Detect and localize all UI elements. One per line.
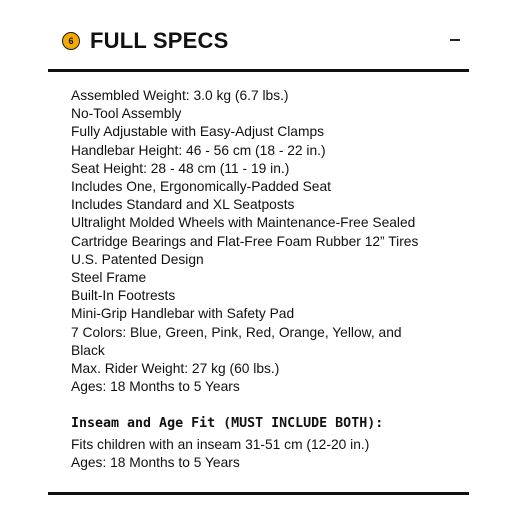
spec-line: Seat Height: 28 - 48 cm (11 - 19 in.) xyxy=(71,160,290,176)
spec-line: Built-In Footrests xyxy=(71,288,176,304)
spec-line: Ultralight Molded Wheels with Maintenance-Free Sealed xyxy=(71,215,416,231)
spec-line: Steel Frame xyxy=(71,270,147,286)
section-title: FULL SPECS xyxy=(90,28,229,53)
section-header[interactable] xyxy=(62,20,468,62)
spec-line: Mini-Grip Handlebar with Safety Pad xyxy=(71,306,295,322)
fit-heading: Inseam and Age Fit (MUST INCLUDE BOTH): xyxy=(71,416,384,431)
section-number-badge: 6 xyxy=(62,32,80,50)
spec-line: Max. Rider Weight: 27 kg (60 lbs.) xyxy=(71,361,280,377)
spec-line: Cartridge Bearings and Flat-Free Foam Rubber 12” Tires xyxy=(71,233,419,249)
spec-line: U.S. Patented Design xyxy=(71,251,204,267)
spec-line: Black xyxy=(71,342,105,358)
spec-line: Includes Standard and XL Seatposts xyxy=(71,197,295,213)
fit-line: Ages: 18 Months to 5 Years xyxy=(71,455,240,471)
spec-line: Handlebar Height: 46 - 56 cm (18 - 22 in.) xyxy=(71,142,326,158)
spec-line: Fully Adjustable with Easy-Adjust Clamps xyxy=(71,124,325,140)
bottom-divider xyxy=(48,492,469,495)
top-divider xyxy=(48,69,469,72)
fit-line: Fits children with an inseam 31-51 cm (12-20 in.) xyxy=(71,437,370,452)
spec-line: Assembled Weight: 3.0 kg (6.7 lbs.) xyxy=(71,88,289,103)
spec-line: 7 Colors: Blue, Green, Pink, Red, Orange, Yellow, and xyxy=(71,324,402,340)
spec-line: No-Tool Assembly xyxy=(71,106,182,122)
minus-icon[interactable] xyxy=(450,39,460,41)
spec-line: Includes One, Ergonomically-Padded Seat xyxy=(71,179,331,195)
fit-lines xyxy=(71,436,369,472)
spec-line: Ages: 18 Months to 5 Years xyxy=(71,379,240,395)
specs-list xyxy=(71,87,466,396)
